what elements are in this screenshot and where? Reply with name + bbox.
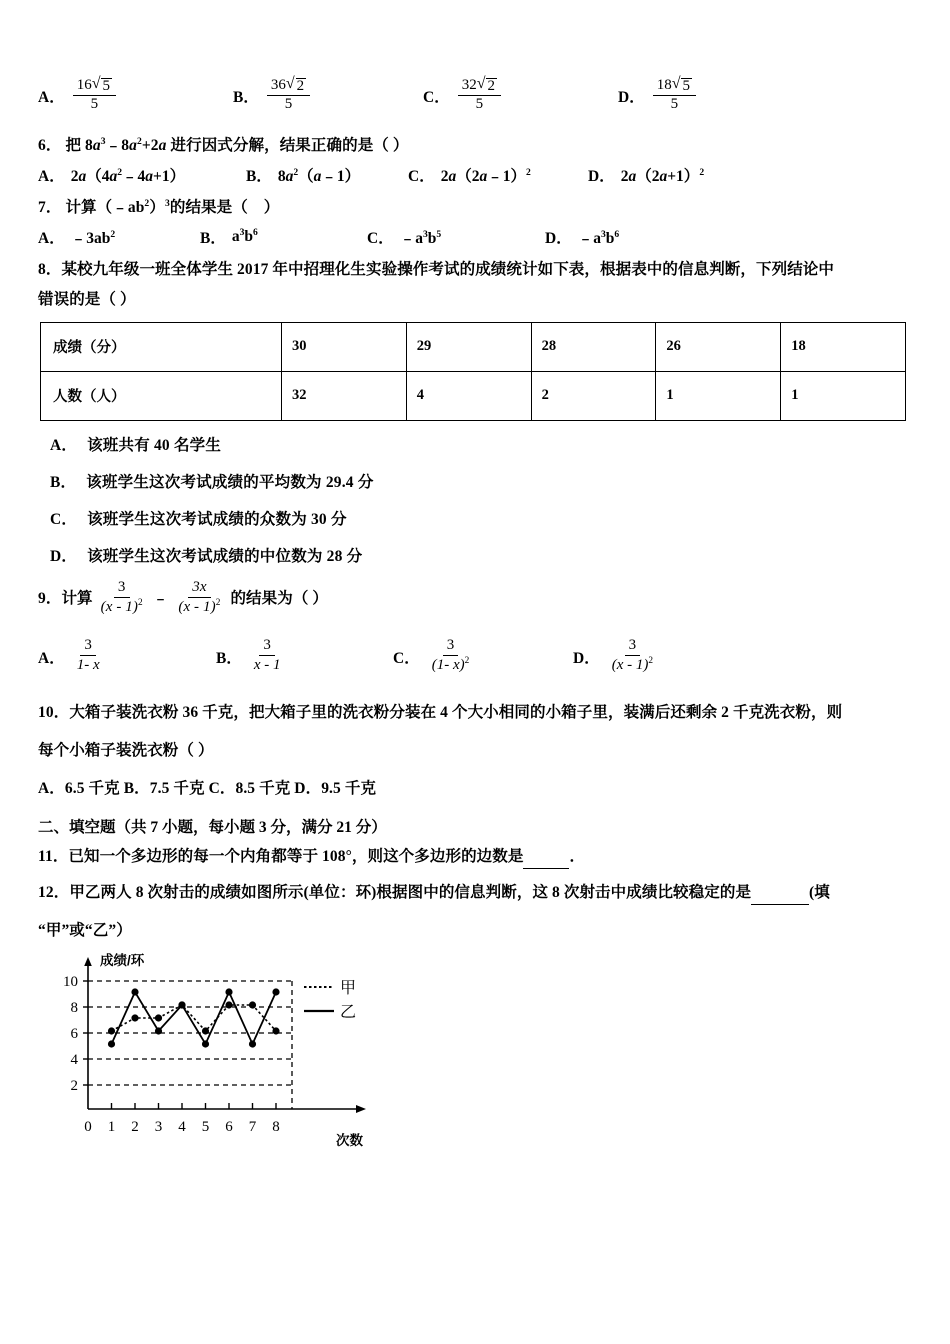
q7-option-c-text: $﹣a^3b^5$ <box>399 228 442 247</box>
q8-option-a[interactable] <box>50 433 912 455</box>
data-point <box>249 1001 256 1008</box>
count-cell-1: 4 <box>406 371 531 420</box>
q6-option-b[interactable] <box>246 164 408 186</box>
question5-options <box>38 75 912 114</box>
q7-option-b-text: $a^3b^6$ <box>231 227 258 246</box>
score-cell-3: 26 <box>656 322 781 371</box>
question8-stem-line2: 错误的是（ ） <box>38 290 136 308</box>
x-tick-label-6: 6 <box>225 1118 233 1135</box>
q9-option-d[interactable] <box>573 639 659 675</box>
y-tick-label-2: 2 <box>70 1077 78 1094</box>
q8-option-c-text: 该班学生这次考试成绩的众数为 30 分 <box>87 510 347 528</box>
q8-option-d-text: 该班学生这次考试成绩的中位数为 28 分 <box>87 547 363 565</box>
q7-option-a-letter: A． <box>38 229 65 247</box>
question9-fraction-2: $\frac{3x}{(x - 1)^2}$ <box>178 578 221 616</box>
question9-minus: ﹣ <box>152 589 169 607</box>
y-tick-label-4: 4 <box>70 1051 78 1068</box>
score-statistics-table <box>40 322 906 421</box>
q8-option-b[interactable] <box>50 470 912 492</box>
x-tick-label-3: 3 <box>154 1118 163 1135</box>
q5-option-c[interactable] <box>423 75 618 114</box>
q5-option-c-fraction: $\frac{32√ 2}{5}$ <box>458 77 501 113</box>
data-point <box>272 1027 279 1034</box>
question9-stem-pre: 计算 <box>61 589 93 607</box>
data-point <box>178 1001 185 1008</box>
q5-option-b[interactable] <box>233 75 423 114</box>
data-point <box>131 988 138 995</box>
q8-option-d-letter: D． <box>50 547 78 565</box>
x-axis-arrow <box>356 1105 366 1113</box>
score-cell-4: 18 <box>781 322 906 371</box>
count-cell-3: 1 <box>656 371 781 420</box>
question8-stem-text1: 某校九年级一班全体学生 2017 年中招理化生实验操作考试的成绩统计如下表，根据表中的信息判断，下列结论中 <box>61 260 835 278</box>
data-point <box>108 1027 115 1034</box>
q7-option-d-text: $﹣a^3b^6$ <box>577 228 620 247</box>
q8-option-a-letter: A． <box>50 436 78 454</box>
q6-option-d-text: $2a(2a+1)^2$ <box>620 166 705 185</box>
data-point <box>155 1027 162 1034</box>
data-point <box>108 1040 115 1047</box>
q9-option-b-letter: B． <box>216 649 242 667</box>
q8-option-d[interactable] <box>50 544 912 566</box>
q7-option-d-letter: D． <box>545 229 572 247</box>
q8-option-c[interactable] <box>50 507 912 529</box>
question7-options <box>38 226 912 248</box>
x-tick-label-8: 8 <box>272 1118 280 1135</box>
score-cell-2: 28 <box>531 322 656 371</box>
data-point <box>225 1001 232 1008</box>
question6-stem-text: 把 $8a^3﹣8a^2+2a$ 进行因式分解，结果正确的是（ ） <box>65 135 409 154</box>
section2-heading: 二、填空题（共 7 小题，每小题 3 分，满分 21 分） <box>38 818 387 836</box>
legend-label-jia: 甲 <box>340 979 357 997</box>
table-row-scores <box>41 322 906 371</box>
q9-option-d-letter: D． <box>573 649 600 667</box>
row-header-score: 成绩（分） <box>41 322 282 371</box>
q6-option-b-letter: B． <box>246 167 272 185</box>
data-point <box>202 1027 209 1034</box>
q5-option-d[interactable] <box>618 75 698 114</box>
data-point <box>249 1040 256 1047</box>
question11-answer-blank[interactable] <box>523 855 569 869</box>
score-cell-1: 29 <box>406 322 531 371</box>
q5-option-d-fraction: $\frac{18√ 5}{5}$ <box>653 77 696 113</box>
q7-option-b[interactable] <box>200 226 367 248</box>
q9-option-c[interactable] <box>393 639 573 675</box>
x-tick-label-1: 1 <box>107 1118 116 1135</box>
question9-stem <box>38 578 912 618</box>
q5-option-a-letter: A． <box>38 88 65 106</box>
q6-option-c-text: 2a（2a﹣1）$^2$ <box>440 166 531 185</box>
q6-option-d-letter: D． <box>588 167 615 185</box>
question10-number: 10． <box>38 703 70 721</box>
question7-stem-text: 计算$(﹣ab^2)^3$的结果是（ ） <box>65 197 280 216</box>
question9-fraction-1: $\frac{3}{(x - 1)^2}$ <box>100 578 143 616</box>
question12-text: 甲乙两人 8 次射击的成绩如图所示(单位：环)根据图中的信息判断，这 8 次射击中成绩比较稳定的是 <box>69 883 752 901</box>
data-point <box>202 1040 209 1047</box>
q8-option-b-letter: B． <box>50 473 77 491</box>
count-cell-0: 32 <box>282 371 407 420</box>
score-cell-0: 30 <box>282 322 407 371</box>
x-tick-label-7: 7 <box>248 1118 257 1135</box>
q6-option-a-text: $2a(4a^2﹣4a+1)$ <box>70 166 186 185</box>
shooting-score-chart <box>56 949 396 1164</box>
table-row-counts <box>41 371 906 420</box>
chart-svg <box>56 949 396 1161</box>
q9-option-a[interactable] <box>38 639 216 675</box>
row-header-count: 人数（人） <box>41 371 282 420</box>
question9-stem-post: 的结果为（ ） <box>230 589 329 607</box>
q5-option-a-fraction: $\frac{16√ 5}{5}$ <box>73 77 116 113</box>
question12-text-post: (填 <box>809 883 830 901</box>
y-axis-label: 成绩/环 <box>100 952 145 968</box>
data-point <box>131 1014 138 1021</box>
question9-number: 9． <box>38 589 62 607</box>
q8-option-b-text: 该班学生这次考试成绩的平均数为 29.4 分 <box>86 473 374 491</box>
question10-stem-text1: 大箱子装洗衣粉 36 千克，把大箱子里的洗衣粉分装在 4 个大小相同的小箱子里，装满后还剩余 2 千克洗衣粉，则 <box>69 703 843 721</box>
q7-option-c-letter: C． <box>367 229 394 247</box>
q9-option-a-fraction: $\frac{3}{1- x}$ <box>76 637 100 673</box>
question10-stem-line2: 每个小箱子装洗衣粉（ ） <box>38 741 214 759</box>
q6-option-c-letter: C． <box>408 167 435 185</box>
x-tick-label-4: 4 <box>178 1118 186 1135</box>
question11-text: 已知一个多边形的每一个内角都等于 108°，则这个多边形的边数是 <box>68 847 524 865</box>
q6-option-a-letter: A． <box>38 167 65 185</box>
question12-line1 <box>38 881 912 905</box>
q5-option-b-letter: B． <box>233 88 259 106</box>
question11-text-post: ． <box>569 847 586 865</box>
q6-option-d[interactable] <box>588 164 704 186</box>
x-tick-label-0: 0 <box>84 1118 92 1135</box>
q7-option-c[interactable] <box>367 226 545 248</box>
q9-option-d-fraction: $\frac{3}{(x - 1)^2}$ <box>611 637 654 673</box>
y-axis-arrow <box>84 957 92 966</box>
data-point <box>155 1014 162 1021</box>
page-content <box>38 75 912 1164</box>
question12-answer-blank[interactable] <box>751 891 809 905</box>
question6-number: 6． <box>38 136 62 154</box>
question7-number: 7． <box>38 198 62 216</box>
q9-option-a-letter: A． <box>38 649 65 667</box>
q7-option-b-letter: B． <box>200 229 226 247</box>
question8-stem-line1 <box>38 258 912 282</box>
q6-option-a[interactable] <box>38 164 246 186</box>
q9-option-c-fraction: $\frac{3}{(1- x)^2}$ <box>431 637 470 673</box>
q7-option-a[interactable] <box>38 226 200 248</box>
question10-stem-line1 <box>38 701 912 725</box>
q9-option-b[interactable] <box>216 639 393 675</box>
y-tick-label-8: 8 <box>70 999 78 1016</box>
count-cell-4: 1 <box>781 371 906 420</box>
q6-option-b-text: $8a^2(a﹣1)$ <box>277 166 361 185</box>
q5-option-d-letter: D． <box>618 88 645 106</box>
q9-option-b-fraction: $\frac{3}{x - 1}$ <box>253 637 281 673</box>
question8-number: 8． <box>38 260 62 278</box>
q7-option-a-text: $﹣3ab^2$ <box>70 228 116 247</box>
q7-option-d[interactable] <box>545 226 619 248</box>
question9-options <box>38 639 912 675</box>
count-cell-2: 2 <box>531 371 656 420</box>
x-axis-label: 次数 <box>336 1132 363 1148</box>
question6-stem <box>38 134 912 158</box>
q6-option-c[interactable] <box>408 164 588 186</box>
q8-option-a-text: 该班共有 40 名学生 <box>87 436 222 454</box>
y-tick-label-6: 6 <box>70 1025 78 1042</box>
question11 <box>38 845 912 869</box>
y-tick-label-10: 10 <box>63 973 78 990</box>
data-point <box>225 988 232 995</box>
data-point <box>272 988 279 995</box>
q9-option-c-letter: C． <box>393 649 420 667</box>
legend-label-yi: 乙 <box>340 1003 357 1021</box>
question11-number: 11． <box>38 847 69 865</box>
q5-option-a[interactable] <box>38 75 233 114</box>
q5-option-c-letter: C． <box>423 88 450 106</box>
question8-options <box>50 433 912 566</box>
question6-options <box>38 164 912 186</box>
q5-option-b-fraction: $\frac{36√ 2}{5}$ <box>267 77 310 113</box>
q8-option-c-letter: C． <box>50 510 78 528</box>
question7-stem <box>38 196 912 220</box>
x-tick-label-5: 5 <box>201 1118 210 1135</box>
question10-options[interactable]: A．6.5 千克 B．7.5 千克 C．8.5 千克 D．9.5 千克 <box>38 779 377 797</box>
x-tick-label-2: 2 <box>131 1118 139 1135</box>
question12-number: 12． <box>38 883 70 901</box>
question12-line2: “甲”或“乙”） <box>38 921 132 939</box>
